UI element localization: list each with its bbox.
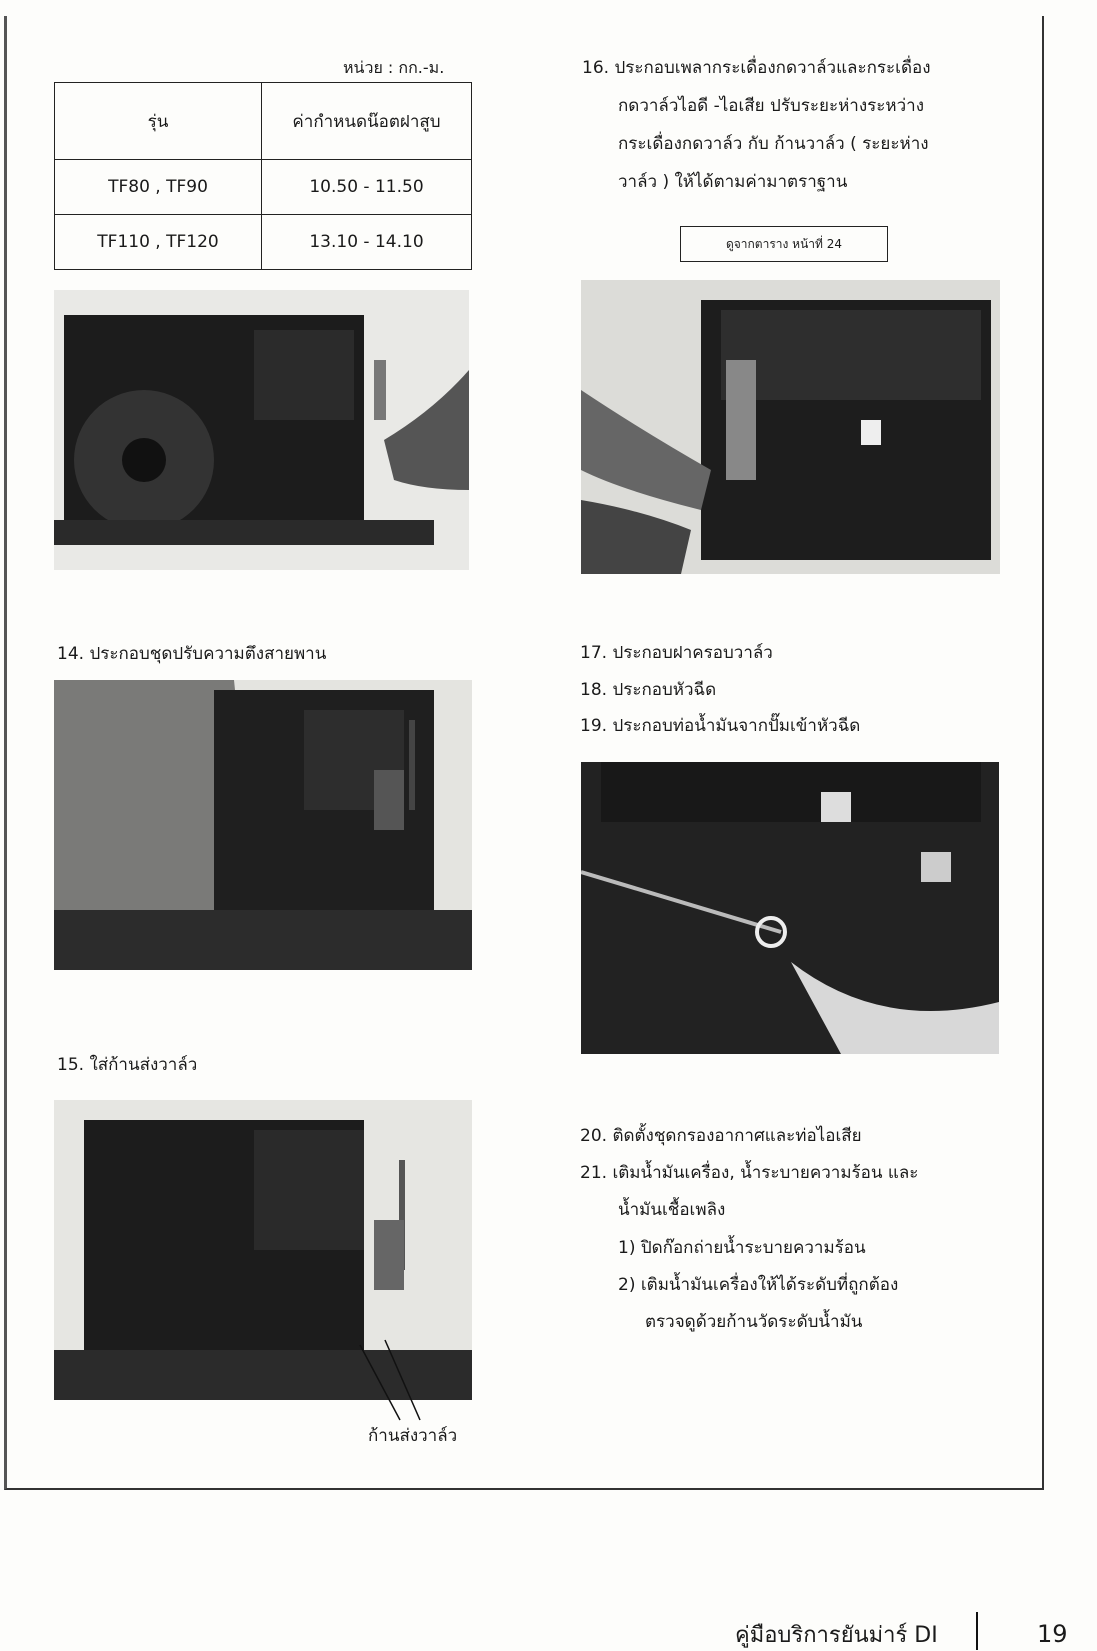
- step-21-sub-2-line-2: ตรวจดูด้วยก้านวัดระดับน้ำมัน: [645, 1312, 863, 1332]
- step-17: 17. ประกอบฝาครอบวาล์ว: [580, 643, 773, 663]
- table-cell: TF110 , TF120: [55, 215, 262, 270]
- photo-rocker-arm-adjust: [581, 280, 1000, 574]
- page-number: 19: [1037, 1620, 1068, 1648]
- reference-box: ดูจากตาราง หน้าที่ 24: [680, 226, 888, 262]
- table-cell: TF80 , TF90: [55, 160, 262, 215]
- step-16-line-3: กระเดื่องกดวาล์ว กับ ก้านวาล์ว ( ระยะห่าง: [618, 134, 929, 154]
- table-row: [55, 160, 472, 215]
- table-header-row: [55, 83, 472, 160]
- push-rod-callout-label: ก้านส่งวาล์ว: [368, 1426, 458, 1446]
- table-cell: 10.50 - 11.50: [262, 160, 472, 215]
- table-cell: 13.10 - 14.10: [262, 215, 472, 270]
- step-19: 19. ประกอบท่อน้ำมันจากปั๊มเข้าหัวฉีด: [580, 716, 861, 736]
- step-21-sub-1: 1) ปิดก๊อกถ่ายน้ำระบายความร้อน: [618, 1238, 866, 1258]
- table-unit-label: หน่วย : กก.-ม.: [343, 58, 445, 77]
- step-14: 14. ประกอบชุดปรับความตึงสายพาน: [57, 644, 327, 664]
- step-16-line-2: กดวาล์วไอดี -ไอเสีย ปรับระยะห่างระหว่าง: [618, 96, 925, 116]
- torque-spec-table: [54, 82, 472, 270]
- photo-fuel-injection-pipe: [581, 762, 999, 1054]
- step-21-sub-2-line-1: 2) เติมน้ำมันเครื่องให้ได้ระดับที่ถูกต้อง: [618, 1275, 899, 1295]
- table-header-torque: ค่ากำหนดน๊อตฝาสูบ: [262, 83, 472, 160]
- footer-separator: [976, 1612, 978, 1650]
- step-21-line-2: น้ำมันเชื้อเพลิง: [618, 1200, 726, 1220]
- step-16-line-4: วาล์ว ) ให้ได้ตามค่ามาตราฐาน: [618, 172, 848, 192]
- photo-belt-tensioner: [54, 680, 472, 970]
- step-21-line-1: 21. เติมน้ำมันเครื่อง, น้ำระบายความร้อน และ: [580, 1163, 919, 1183]
- photo-cylinder-head-torque: [54, 290, 469, 570]
- step-16-line-1: 16. ประกอบเพลากระเดื่องกดวาล์วและกระเดื่อง: [582, 58, 931, 78]
- table-row: [55, 215, 472, 270]
- step-15: 15. ใส่ก้านส่งวาล์ว: [57, 1055, 198, 1075]
- step-18: 18. ประกอบหัวฉีด: [580, 680, 717, 700]
- step-20: 20. ติดตั้งชุดกรองอากาศและท่อไอเสีย: [580, 1126, 862, 1146]
- footer-title: คู่มือบริการยันม่าร์ DI: [735, 1623, 938, 1648]
- photo-push-rod: [54, 1100, 472, 1400]
- table-header-model: รุ่น: [55, 83, 262, 160]
